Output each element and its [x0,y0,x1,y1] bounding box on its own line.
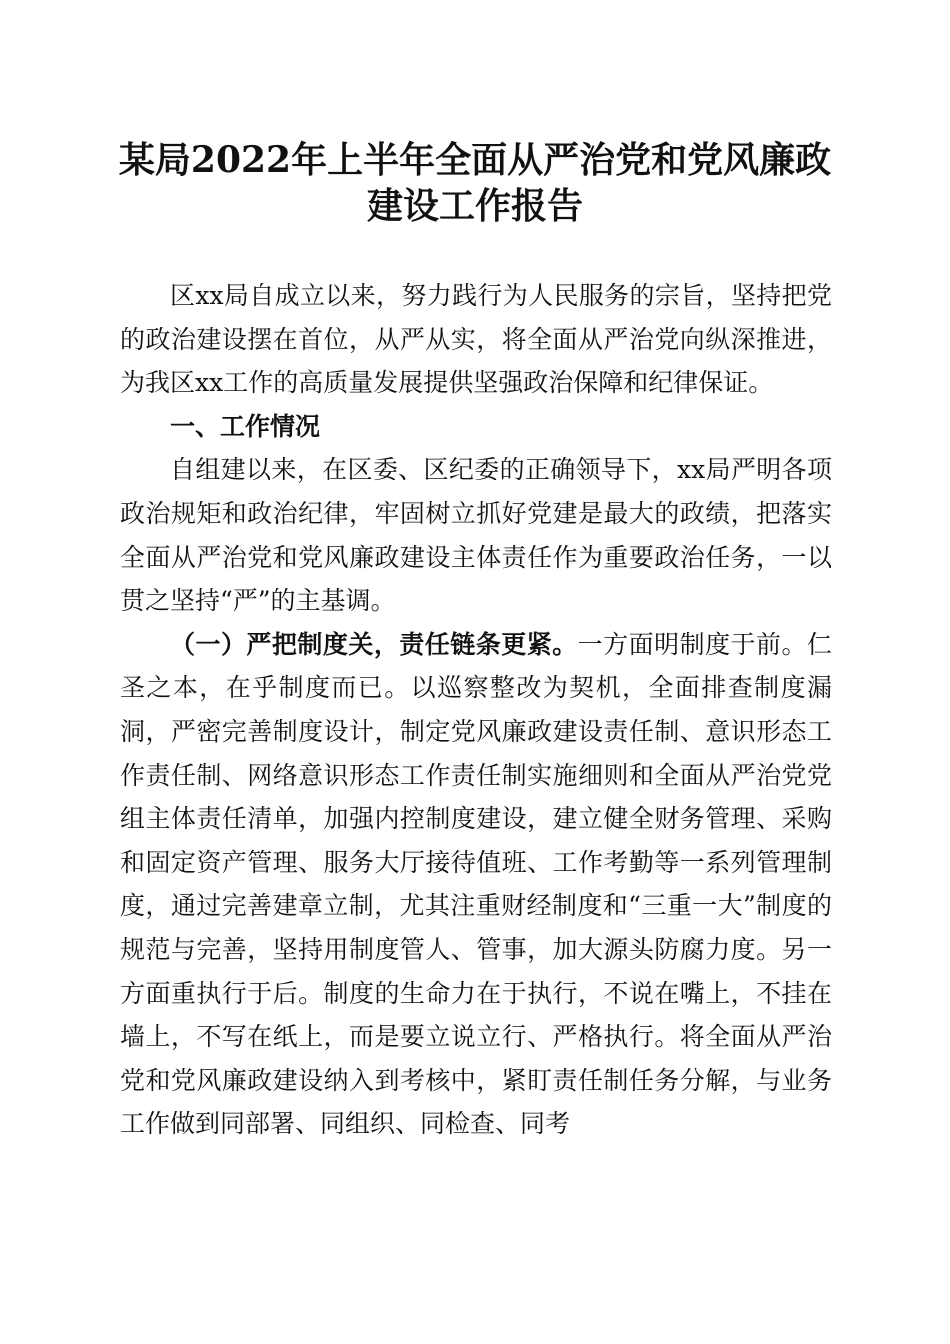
intro-paragraph: 区xx局自成立以来，努力践行为人民服务的宗旨，坚持把党的政治建设摆在首位，从严从实，将全面从严治党向纵深推进，为我区xx工作的高质量发展提供坚强政治保障和纪律保证。 [120,281,832,398]
document-title-line-1: 某局2022年上半年全面从严治党和党风廉政 [118,139,832,181]
subsection-paragraph [120,623,832,1146]
subsection-body-text: 一方面明制度于前。仁圣之本，在乎制度而已。以巡察整改为契机，全面排查制度漏洞，严密完善制度设计，制定党风廉政建设责任制、意识形态工作责任制、网络意识形态工作责任制实施细则和全面从严治党党组主体责任清单，加强内控制度建设，建立健全财务管理、采购和固定资产管理、服务大厅接待值班、工作考勤等一系列管理制度，通过完善建章立制，尤其注重财经制度和“三重一大”制度的规范与完善，坚持用制度管人、管事，加大源头防腐力度。另一方面重执行于后。制度的生命力在于执行，不说在嘴上，不挂在墙上，不写在纸上，而是要立说立行、严格执行。将全面从严治党和党风廉政建设纳入到考核中，紧盯责任制任务分解，与业务工作做到同部署、同组织、同检查、同考 [120,629,832,1139]
subsection-heading: （一）严把制度关，责任链条更紧。 [170,629,578,659]
work-status-paragraph: 自组建以来，在区委、区纪委的正确领导下，xx局严明各项政治规矩和政治纪律，牢固树立抓好党建是最大的政绩，把落实全面从严治党和党风廉政建设主体责任作为重要政治任务，一以贯之坚持“严”的主基调。 [120,455,832,616]
document-title-line-2: 建设工作报告 [366,185,583,227]
document-body [120,274,832,1146]
section-heading-work-status: 一、工作情况 [170,411,321,441]
